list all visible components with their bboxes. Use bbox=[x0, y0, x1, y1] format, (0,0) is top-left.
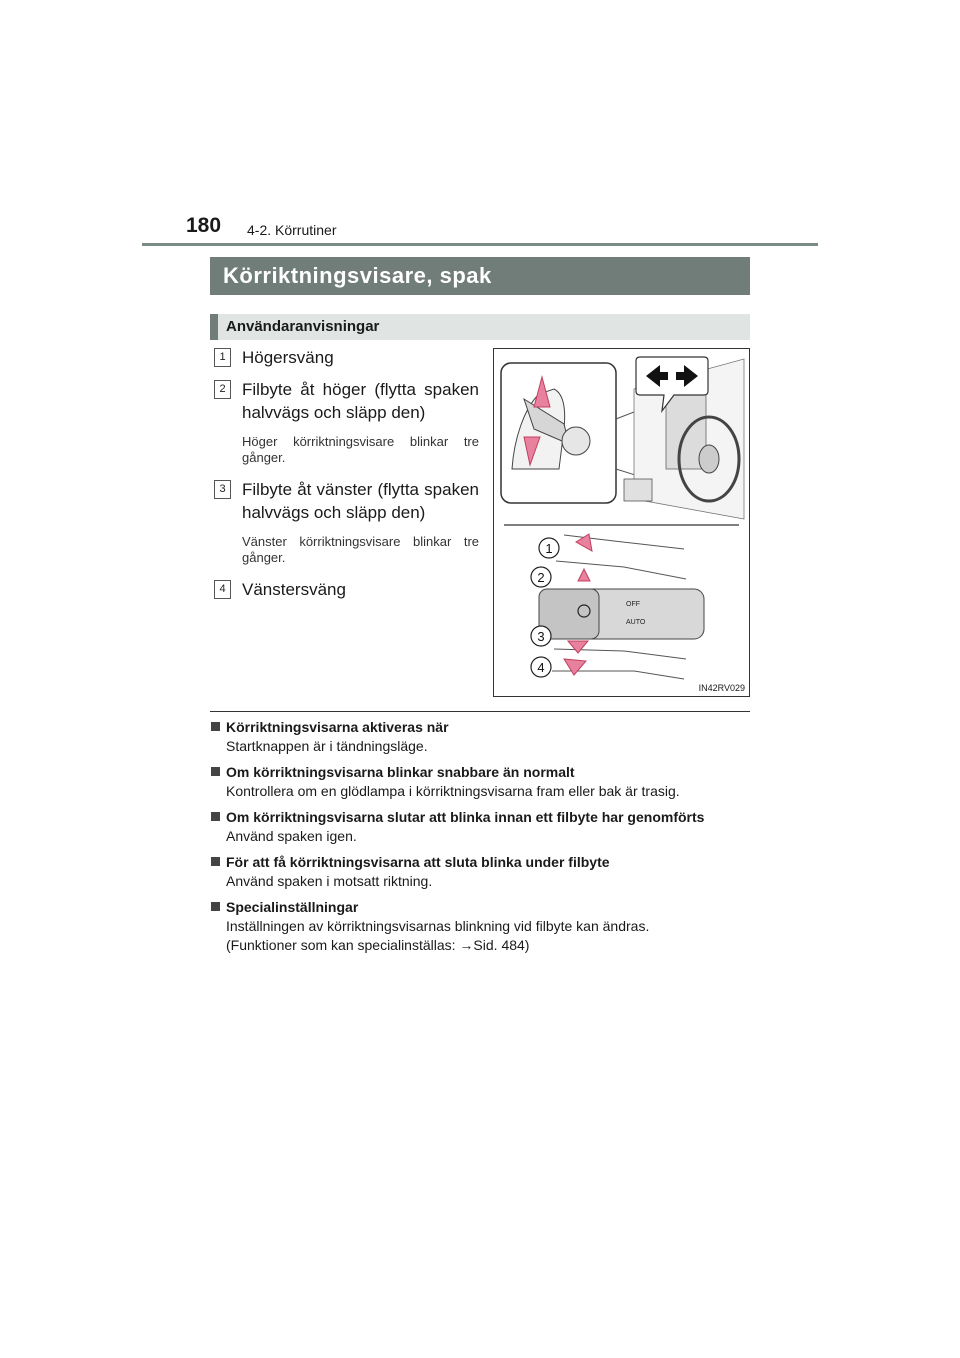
page-reference-link[interactable]: (Funktioner som kan specialinställas: →Sid. 484) bbox=[226, 937, 530, 953]
section-title: Körriktningsvisare, spak bbox=[210, 257, 750, 295]
note-item bbox=[210, 762, 755, 801]
step-item bbox=[214, 378, 479, 466]
note-item bbox=[210, 897, 755, 955]
bullet-square-icon bbox=[211, 812, 220, 821]
subsection-title: Användaranvisningar bbox=[210, 314, 750, 340]
step-number: 3 bbox=[214, 480, 231, 499]
bullet-square-icon bbox=[211, 767, 220, 776]
note-line: Använd spaken igen. bbox=[226, 828, 357, 844]
note-title: För att få körriktningsvisarna att sluta blinka under filbyte bbox=[226, 854, 610, 870]
notes-list bbox=[210, 717, 755, 961]
note-line: Kontrollera om en glödlampa i körriktningsvisarna fram eller bak är trasig. bbox=[226, 783, 680, 799]
turn-signal-figure bbox=[493, 348, 750, 697]
note-heading bbox=[210, 717, 755, 737]
callout-3 bbox=[531, 626, 551, 646]
note-line: Använd spaken i motsatt riktning. bbox=[226, 873, 433, 889]
bullet-square-icon bbox=[211, 722, 220, 731]
step-item bbox=[214, 578, 479, 601]
note-item bbox=[210, 717, 755, 756]
lever-icon-label-2: AUTO bbox=[626, 619, 646, 626]
lever-positions-diagram bbox=[531, 534, 704, 679]
breadcrumb: 4-2. Körrutiner bbox=[247, 222, 337, 238]
callout-number: 2 bbox=[537, 570, 545, 585]
step-item bbox=[214, 346, 479, 369]
note-title: Om körriktningsvisarna blinkar snabbare än normalt bbox=[226, 764, 575, 780]
note-body bbox=[210, 872, 755, 891]
note-body bbox=[210, 827, 755, 846]
callout-number: 1 bbox=[545, 541, 553, 556]
lever-icon-label-1: OFF bbox=[626, 601, 640, 608]
note-line: Inställningen av körriktningsvisarnas blinkning vid filbyte kan ändras. bbox=[226, 918, 650, 934]
step-text: Filbyte åt höger (flytta spaken halvvägs och släpp den) bbox=[242, 380, 479, 422]
figure-code: IN42RV029 bbox=[698, 683, 745, 693]
steps-list bbox=[214, 346, 479, 601]
note-heading bbox=[210, 852, 755, 872]
step-number: 4 bbox=[214, 580, 231, 599]
step-text: Högersväng bbox=[242, 348, 334, 367]
callout-1 bbox=[539, 538, 559, 558]
step-number: 1 bbox=[214, 348, 231, 367]
callout-4 bbox=[531, 657, 551, 677]
callout-number: 3 bbox=[537, 629, 545, 644]
note-body bbox=[210, 737, 755, 756]
header-rule bbox=[142, 243, 818, 246]
step-number: 2 bbox=[214, 380, 231, 399]
step-item bbox=[214, 478, 479, 566]
step-note: Höger körriktningsvisare blinkar tre gånger. bbox=[242, 434, 479, 465]
lever-closeup-inset bbox=[501, 363, 616, 503]
note-title: Specialinställningar bbox=[226, 899, 359, 915]
note-item bbox=[210, 852, 755, 891]
note-heading bbox=[210, 897, 755, 917]
note-heading bbox=[210, 807, 755, 827]
note-title: Om körriktningsvisarna slutar att blinka innan ett filbyte har genomförts bbox=[226, 809, 705, 825]
step-text: Filbyte åt vänster (flytta spaken halvvägs och släpp den) bbox=[242, 480, 479, 522]
note-line: Startknappen är i tändningsläge. bbox=[226, 738, 428, 754]
notes-rule bbox=[210, 711, 750, 712]
note-item bbox=[210, 807, 755, 846]
step-text: Vänstersväng bbox=[242, 580, 346, 599]
callout-number: 4 bbox=[537, 660, 545, 675]
note-heading bbox=[210, 762, 755, 782]
callout-2 bbox=[531, 567, 551, 587]
note-body bbox=[210, 782, 755, 801]
note-body bbox=[210, 917, 755, 955]
bullet-square-icon bbox=[211, 857, 220, 866]
figure-illustration bbox=[494, 349, 749, 696]
step-note: Vänster körriktningsvisare blinkar tre gånger. bbox=[242, 534, 479, 565]
bullet-square-icon bbox=[211, 902, 220, 911]
note-title: Körriktningsvisarna aktiveras när bbox=[226, 719, 449, 735]
page-number: 180 bbox=[186, 214, 222, 237]
